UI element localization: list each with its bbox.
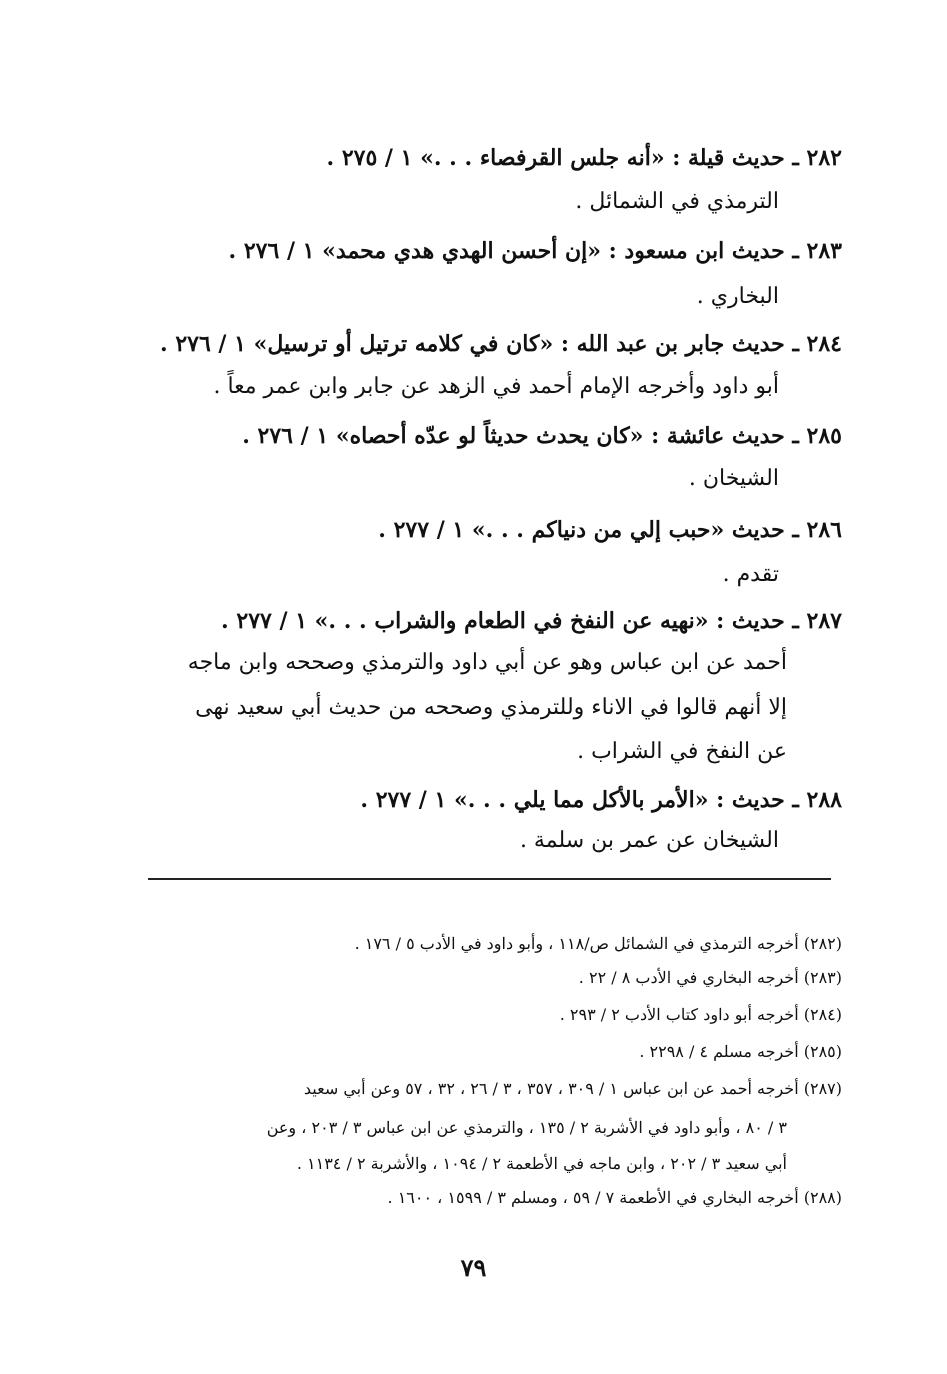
footnote-line: (٢٨٧) أخرجه أحمد عن ابن عباس ١ / ٣٠٩ ، ٣٥٧ ، ٣ / ٢٦ ، ٣٢ ، ٥٧ وعن أبي سعيد <box>303 1079 842 1098</box>
footnote-line: (٢٨٣) أخرجه البخاري في الأدب ٨ / ٢٢ . <box>578 968 842 987</box>
hadith-source-note: البخاري . <box>696 284 779 309</box>
hadith-entry-title: ٢٨٢ ـ حديث قيلة : «أنه جلس القرفصاء . . .» ١ / ٢٧٥ . <box>326 145 842 171</box>
footnote-line: (٢٨٤) أخرجه أبو داود كتاب الأدب ٢ / ٢٩٣ . <box>559 1005 842 1024</box>
hadith-source-note: تقدم . <box>722 562 779 587</box>
hadith-source-note: عن النفخ في الشراب . <box>577 739 787 764</box>
hadith-source-note: الشيخان . <box>688 466 779 491</box>
hadith-entry-title: ٢٨٣ ـ حديث ابن مسعود : «إن أحسن الهدي هدي محمد» ١ / ٢٧٦ . <box>228 238 842 264</box>
hadith-entry-title: ٢٨٨ ـ حديث : «الأمر بالأكل مما يلي . . .» ١ / ٢٧٧ . <box>360 787 842 813</box>
footnote-line: أبي سعيد ٣ / ٢٠٢ ، وابن ماجه في الأطعمة ٢ / ١٠٩٤ ، والأشربة ٢ / ١١٣٤ . <box>296 1154 787 1173</box>
hadith-entry-title: ٢٨٧ ـ حديث : «نهيه عن النفخ في الطعام والشراب . . .» ١ / ٢٧٧ . <box>221 608 842 634</box>
hadith-source-note: أبو داود وأخرجه الإمام أحمد في الزهد عن جابر وابن عمر معاً . <box>213 374 779 399</box>
footnote-line: (٢٨٨) أخرجه البخاري في الأطعمة ٧ / ٥٩ ، ومسلم ٣ / ١٥٩٩ ، ١٦٠٠ . <box>387 1188 842 1207</box>
footnote-line: ٣ / ٨٠ ، وأبو داود في الأشربة ٢ / ١٣٥ ، والترمذي عن ابن عباس ٣ / ٢٠٣ ، وعن <box>266 1118 787 1137</box>
hadith-source-note: إلا أنهم قالوا في الاناء وللترمذي وصححه من حديث أبي سعيد نهى <box>195 695 787 720</box>
hadith-source-note: الشيخان عن عمر بن سلمة . <box>519 828 779 853</box>
footnote-line: (٢٨٥) أخرجه مسلم ٤ / ٢٢٩٨ . <box>639 1042 842 1061</box>
footnote-separator <box>148 878 831 880</box>
footnote-line: (٢٨٢) أخرجه الترمذي في الشمائل ص/١١٨ ، وأبو داود في الأدب ٥ / ١٧٦ . <box>354 934 842 953</box>
hadith-source-note: أحمد عن ابن عباس وهو عن أبي داود والترمذي وصححه وابن ماجه <box>187 650 787 675</box>
hadith-entry-title: ٢٨٥ ـ حديث عائشة : «كان يحدث حديثاً لو عدّه أحصاه» ١ / ٢٧٦ . <box>242 423 842 449</box>
page-number: ٧٩ <box>460 1253 487 1282</box>
hadith-source-note: الترمذي في الشمائل . <box>575 189 779 214</box>
hadith-entry-title: ٢٨٦ ـ حديث «حبب إلي من دنياكم . . .» ١ / ٢٧٧ . <box>378 517 842 543</box>
hadith-entry-title: ٢٨٤ ـ حديث جابر بن عبد الله : «كان في كلامه ترتيل أو ترسيل» ١ / ٢٧٦ . <box>159 331 842 357</box>
